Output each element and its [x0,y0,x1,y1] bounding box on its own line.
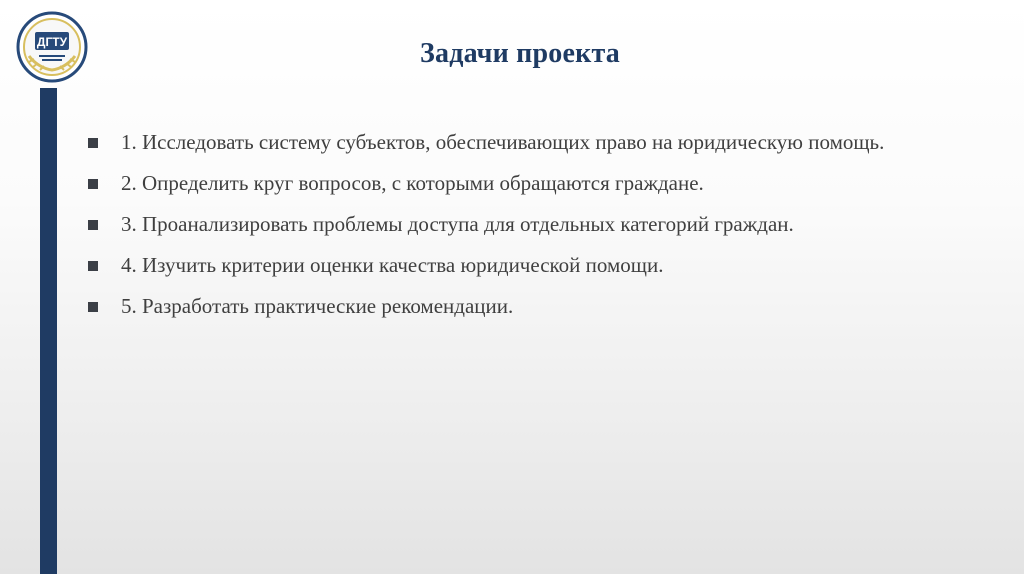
square-bullet-icon [88,261,98,271]
square-bullet-icon [88,220,98,230]
square-bullet-icon [88,179,98,189]
task-text: 1. Исследовать систему субъектов, обеспечивающих право на юридическую помощь. [121,130,885,154]
task-text: 4. Изучить критерии оценки качества юридической помощи. [121,253,664,277]
list-item [88,210,988,239]
project-task-list [88,128,988,333]
square-bullet-icon [88,138,98,148]
task-text: 2. Определить круг вопросов, с которыми обращаются граждане. [121,171,704,195]
page-title: Задачи проекта [420,38,620,69]
task-text: 3. Проанализировать проблемы доступа для отдельных категорий граждан. [121,212,794,236]
square-bullet-icon [88,302,98,312]
list-item [88,169,988,198]
list-item [88,292,988,321]
list-item [88,128,988,157]
logo-text: ДГТУ [36,35,68,49]
list-item [88,251,988,280]
left-accent-bar [40,88,57,574]
task-text: 5. Разработать практические рекомендации. [121,294,514,318]
